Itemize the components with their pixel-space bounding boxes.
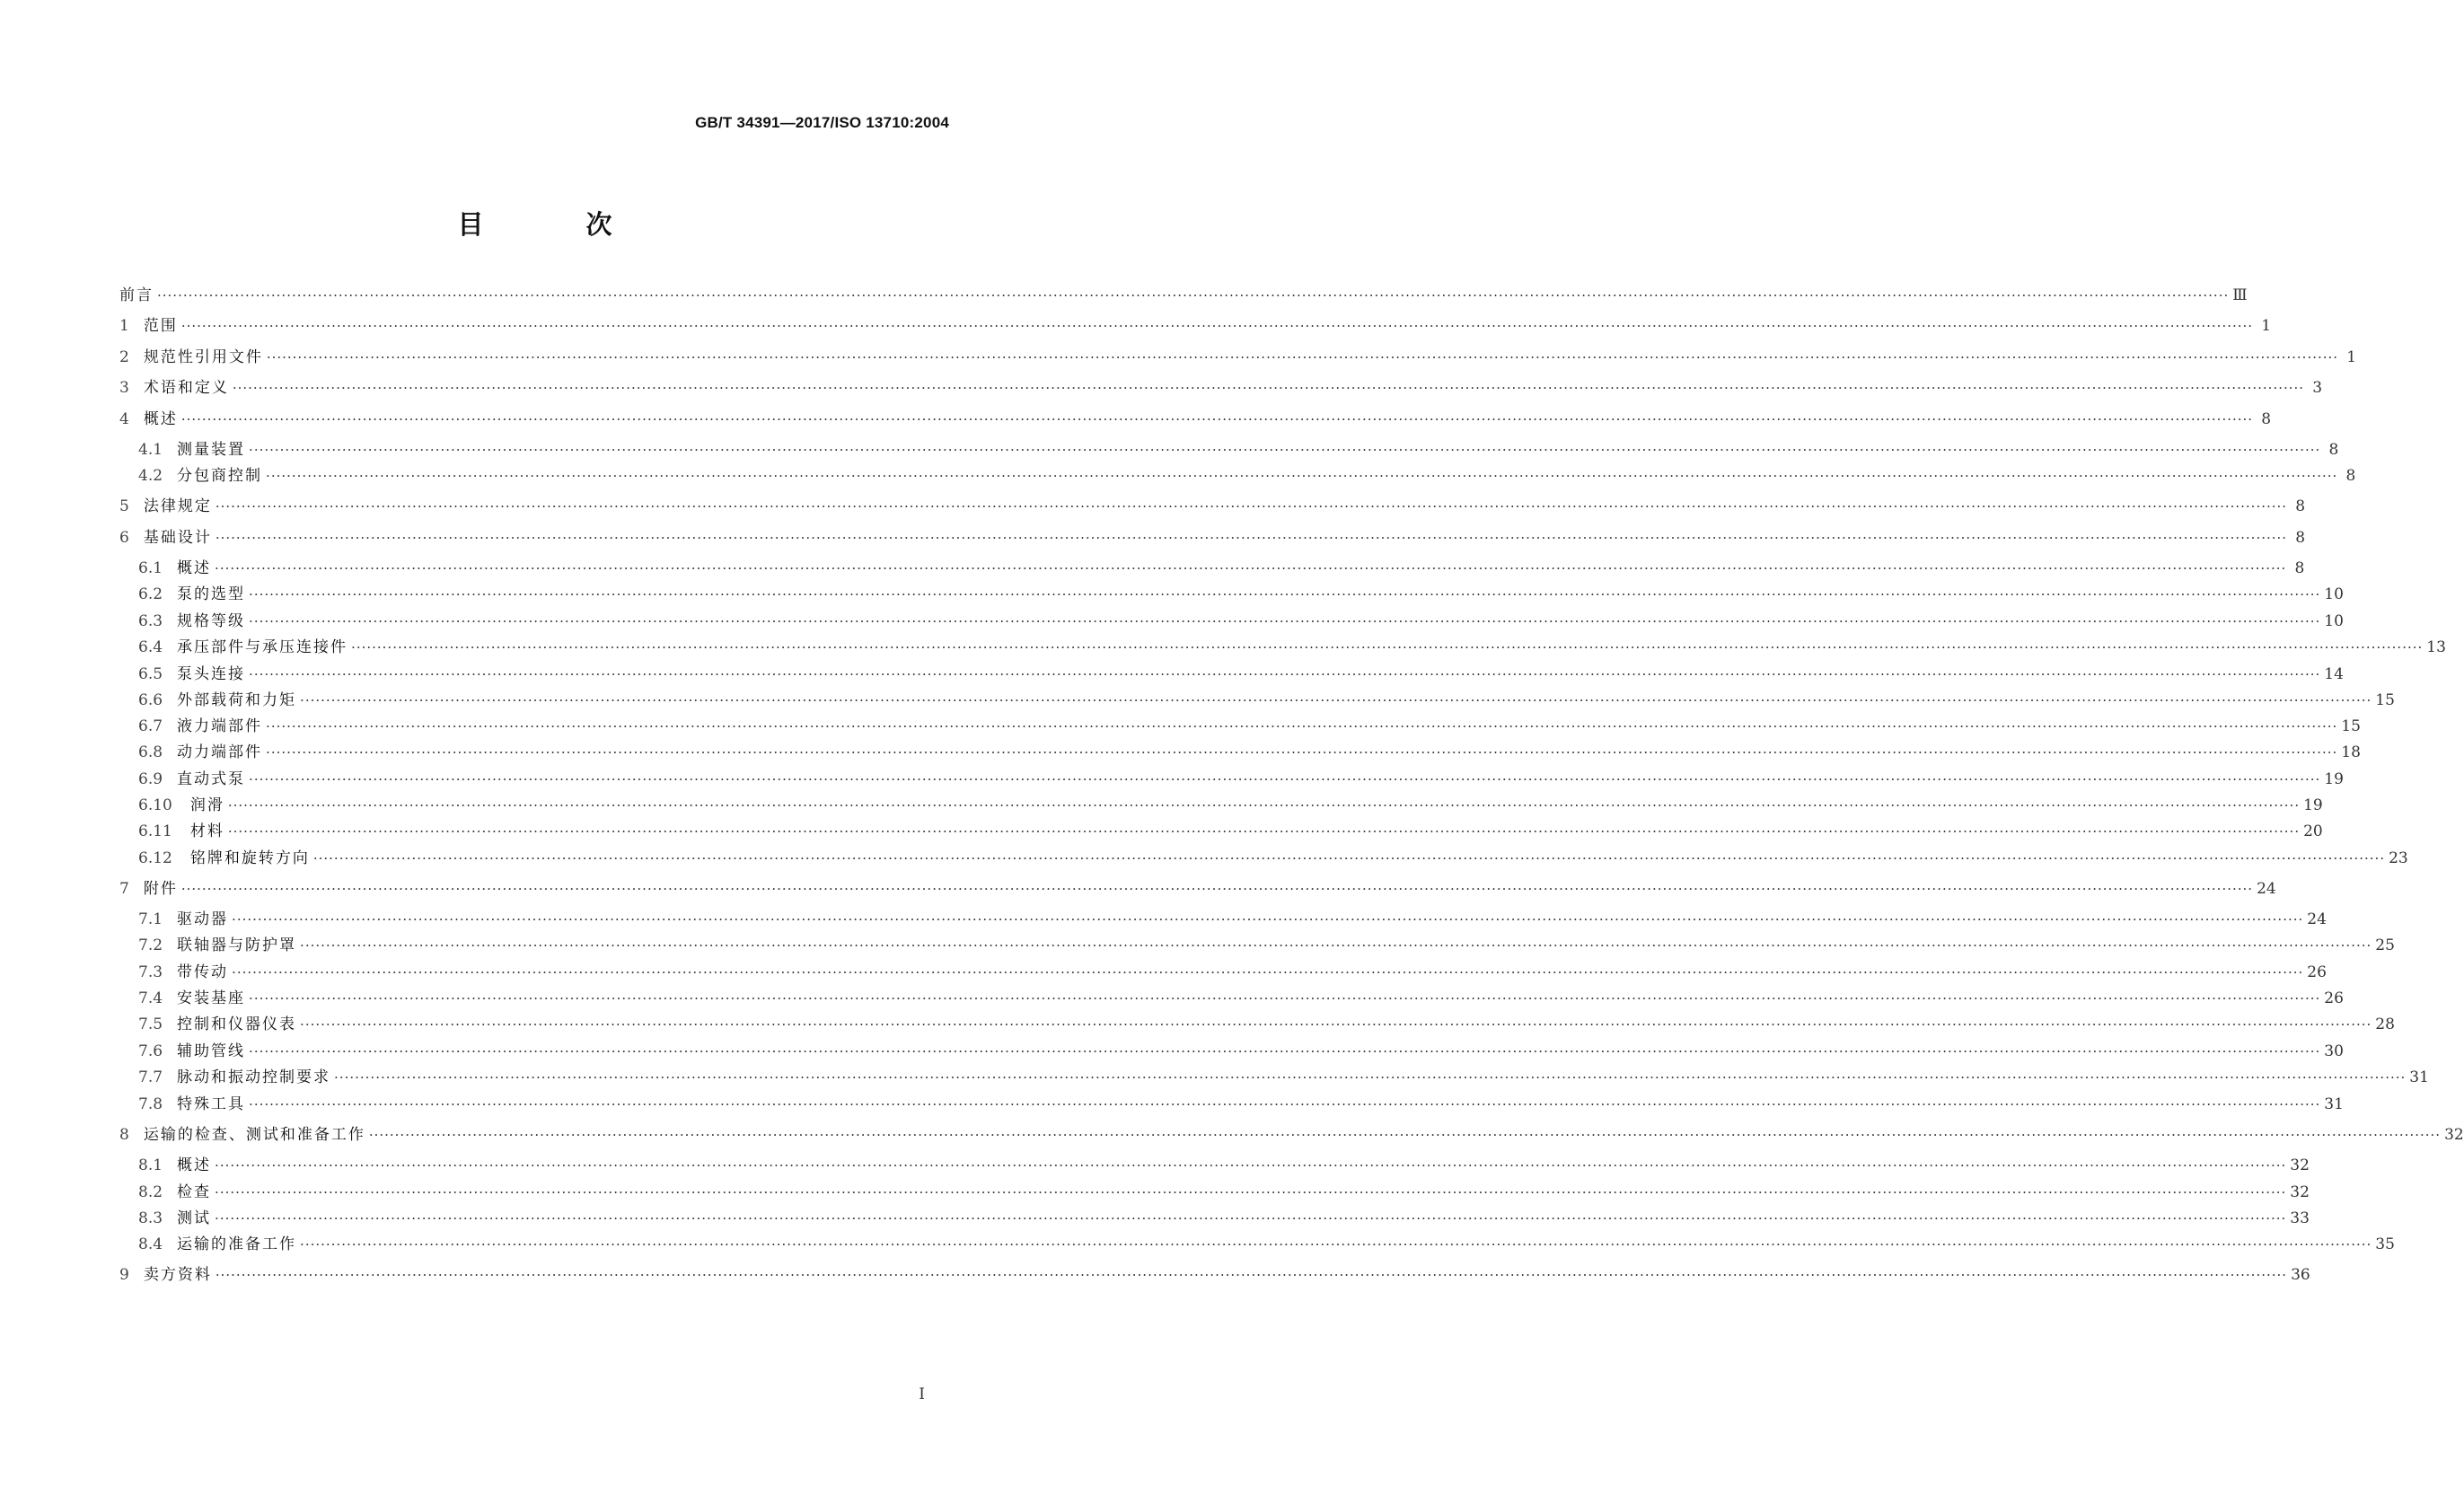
dot-leader: ················································································································································································································································································································································································································	[249, 771, 2321, 787]
toc-entry-page: 8	[2295, 497, 2306, 515]
toc-entry-label: 规格等级	[177, 612, 246, 630]
toc-entry-label: 规范性引用文件	[143, 348, 263, 366]
toc-entry-page: 30	[2324, 1042, 2344, 1060]
toc-entry	[138, 742, 2361, 763]
dot-leader: ················································································································································································································································································································································································································	[215, 1157, 2287, 1174]
dot-leader: ················································································································································································································································································································································································································	[266, 744, 2338, 760]
toc-entry-number: 5	[119, 497, 129, 515]
toc-entry-page: 32	[2290, 1156, 2310, 1174]
toc-entry-page: 19	[2324, 770, 2344, 788]
toc-entry	[119, 527, 2306, 549]
toc-entry	[119, 409, 2272, 430]
standard-code: GB/T 34391—2017/ISO 13710:2004	[695, 114, 949, 131]
toc-entry-label: 泵的选型	[177, 585, 246, 603]
toc-entry	[119, 315, 2272, 337]
toc-entry-page: Ⅲ	[2232, 286, 2248, 304]
toc-entry-number: 8.3	[138, 1209, 163, 1227]
toc-entry-label: 承压部件与承压连接件	[177, 638, 348, 656]
dot-leader: ················································································································································································································································································································································································································	[266, 468, 2338, 484]
toc-entry	[138, 848, 2408, 869]
toc-entry	[119, 1264, 2310, 1286]
toc-entry-label: 基础设计	[143, 529, 212, 547]
dot-leader: ················································································································································································································································································································································································································	[334, 1069, 2407, 1086]
dot-leader: ················································································································································································································································································································································································································	[300, 1236, 2372, 1253]
toc-entry-number: 7.3	[138, 963, 163, 981]
toc-entry	[138, 584, 2344, 605]
toc-entry-page: 25	[2375, 936, 2395, 954]
toc-entry-label: 外部载荷和力矩	[177, 691, 297, 709]
toc-entry-label: 前言	[119, 286, 154, 304]
toc-entry-number: 7.6	[138, 1042, 163, 1060]
dot-leader: ················································································································································································································································································································································································································	[249, 666, 2321, 682]
toc-entry-page: 19	[2303, 796, 2323, 814]
toc-entry-label: 术语和定义	[143, 379, 229, 397]
toc-entry	[138, 611, 2344, 632]
dot-leader: ················································································································································································································································································································································································································	[300, 1016, 2372, 1033]
toc-entry-label: 驱动器	[177, 910, 229, 928]
dot-leader: ················································································································································································································································································································································································································	[249, 1096, 2321, 1112]
toc-entry-label: 概述	[177, 1156, 212, 1174]
toc-entry-page: 31	[2324, 1095, 2344, 1113]
toc-entry-label: 概述	[177, 559, 212, 577]
dot-leader: ················································································································································································································································································································································································································	[215, 560, 2287, 576]
dot-leader: ················································································································································································································································································································································································································	[227, 823, 2301, 840]
dot-leader: ················································································································································································································································································································································································································	[215, 498, 2288, 514]
dot-leader: ················································································································································································································································································································································································································	[232, 911, 2304, 927]
dot-leader: ················································································································································································································································································································································································································	[300, 937, 2372, 954]
toc-entry	[138, 795, 2323, 816]
toc-entry	[119, 496, 2306, 517]
toc-entry-number: 6.2	[138, 585, 163, 603]
toc-entry	[138, 988, 2344, 1009]
toc-entry-page: 24	[2257, 880, 2276, 898]
toc-entry-number: 6.10	[138, 796, 172, 814]
toc-entry-number: 7.5	[138, 1015, 163, 1033]
toc-entry-label: 运输的准备工作	[177, 1235, 297, 1253]
toc-entry	[119, 347, 2357, 368]
toc-entry-label: 控制和仪器仪表	[177, 1015, 297, 1033]
toc-entry-number: 6.3	[138, 612, 163, 630]
toc-entry	[138, 1014, 2395, 1035]
toc-entry-label: 带传动	[177, 963, 229, 981]
toc-entry-page: 13	[2426, 638, 2446, 656]
toc-entry-number: 6.1	[138, 559, 163, 577]
dot-leader: ················································································································································································································································································································································································································	[215, 1210, 2287, 1226]
toc-entry	[119, 1124, 2464, 1146]
toc-entry-page: 33	[2290, 1209, 2310, 1227]
toc-entry-label: 卖方资料	[143, 1266, 212, 1284]
dot-leader: ················································································································································································································································································································································································································	[300, 692, 2372, 708]
toc-entry-label: 脉动和振动控制要求	[177, 1068, 331, 1086]
toc-entry	[138, 716, 2361, 737]
toc-entry-page: 3	[2312, 379, 2323, 397]
toc-entry-number: 7.7	[138, 1068, 163, 1086]
toc-entry-number: 6.9	[138, 770, 163, 788]
toc-entry-number: 6.6	[138, 691, 163, 709]
toc-entry-label: 运输的检查、测试和准备工作	[143, 1126, 365, 1144]
toc-entry-number: 4	[119, 410, 129, 428]
toc-entry-number: 7.1	[138, 910, 163, 928]
toc-entry-label: 范围	[143, 317, 178, 335]
toc-entry-number: 8.4	[138, 1235, 163, 1253]
page-number: I	[919, 1385, 925, 1403]
toc-entry-page: 32	[2290, 1183, 2310, 1201]
toc-entry-page: 15	[2341, 717, 2361, 735]
dot-leader: ················································································································································································································································································································································································································	[215, 1184, 2287, 1200]
dot-leader: ················································································································································································································································································································································································································	[249, 990, 2321, 1007]
toc-entry	[138, 909, 2327, 930]
toc-entry	[138, 1067, 2429, 1088]
toc-entry-page: 36	[2291, 1266, 2310, 1284]
toc-entry	[138, 637, 2446, 658]
toc-entry-page: 1	[2261, 317, 2272, 335]
dot-leader: ················································································································································································································································································································································································································	[249, 586, 2321, 602]
dot-leader: ················································································································································································································································································································································································································	[180, 881, 2254, 897]
toc-entry-label: 测试	[177, 1209, 212, 1227]
toc-entry-number: 7.8	[138, 1095, 163, 1113]
toc-entry-label: 泵头连接	[177, 665, 246, 683]
toc-entry-label: 辅助管线	[177, 1042, 246, 1060]
toc-entry-label: 直动式泵	[177, 770, 246, 788]
toc-entry-page: 28	[2375, 1015, 2395, 1033]
toc-entry	[138, 769, 2344, 790]
toc-entry-number: 6.4	[138, 638, 163, 656]
toc-entry-number: 8	[119, 1126, 129, 1144]
toc-entry-label: 安装基座	[177, 989, 246, 1007]
toc-entry-page: 26	[2307, 963, 2327, 981]
dot-leader: ················································································································································································································································································································································································································	[180, 318, 2254, 334]
toc-entry	[138, 1208, 2310, 1229]
toc-entry-page: 18	[2341, 743, 2361, 761]
toc-entry-page: 8	[2328, 441, 2339, 459]
toc-entry-label: 测量装置	[177, 441, 246, 459]
toc-entry-number: 9	[119, 1266, 129, 1284]
toc-entry-number: 1	[119, 317, 129, 335]
toc-entry	[138, 1155, 2310, 1176]
toc-entry-number: 4.1	[138, 441, 163, 459]
toc-entry-label: 特殊工具	[177, 1095, 246, 1113]
toc-entry-number: 6.12	[138, 849, 172, 867]
toc-entry-number: 6.11	[138, 822, 172, 840]
toc-entry-page: 10	[2324, 585, 2344, 603]
toc-entry-number: 7.4	[138, 989, 163, 1007]
toc-entry-page: 15	[2375, 691, 2395, 709]
dot-leader: ················································································································································································································································································································································································································	[232, 380, 2305, 396]
toc-entry-label: 概述	[143, 410, 178, 428]
toc-entry-page: 32	[2444, 1126, 2464, 1144]
toc-entry-number: 6.5	[138, 665, 163, 683]
toc-entry-number: 7	[119, 880, 129, 898]
toc-entry-number: 2	[119, 348, 129, 366]
toc-entry-label: 分包商控制	[177, 467, 263, 485]
toc-entry-label: 材料	[189, 822, 224, 840]
toc-entry-page: 8	[2294, 559, 2305, 577]
toc-entry-page: 26	[2324, 989, 2344, 1007]
toc-entry-page: 14	[2324, 665, 2344, 683]
dot-leader: ················································································································································································································································································································································································································	[215, 1267, 2288, 1283]
toc-entry-number: 6	[119, 529, 129, 547]
toc-entry-label: 铭牌和旋转方向	[189, 849, 310, 867]
toc-entry-label: 法律规定	[143, 497, 212, 515]
toc-entry-page: 20	[2303, 822, 2323, 840]
toc-entry-label: 润滑	[189, 796, 224, 814]
toc-entry-label: 联轴器与防护罩	[177, 936, 297, 954]
toc-entry-number: 4.2	[138, 467, 163, 485]
dot-leader: ················································································································································································································································································································································································································	[266, 718, 2338, 734]
toc-entry-number: 6.7	[138, 717, 163, 735]
dot-leader: ················································································································································································································································································································································································································	[232, 964, 2304, 980]
toc-entry-label: 动力端部件	[177, 743, 263, 761]
toc-entry	[138, 558, 2305, 579]
dot-leader: ················································································································································································································································································································································································································	[351, 639, 2424, 655]
toc-entry	[119, 878, 2276, 900]
dot-leader: ················································································································································································································································································································································································································	[312, 850, 2386, 866]
dot-leader: ················································································································································································································································································································································································································	[180, 411, 2254, 427]
toc-entry-number: 7.2	[138, 936, 163, 954]
toc-entry-number: 6.8	[138, 743, 163, 761]
dot-leader: ················································································································································································································································································································································································································	[157, 287, 2230, 303]
toc-entry-page: 31	[2409, 1068, 2429, 1086]
dot-leader: ················································································································································································································································································································································································································	[368, 1127, 2442, 1143]
dot-leader: ················································································································································································································································································································································································································	[266, 349, 2339, 365]
toc-entry-page: 24	[2307, 910, 2327, 928]
toc-entry-page: 8	[2261, 410, 2272, 428]
toc-entry-page: 10	[2324, 612, 2344, 630]
toc-entry	[138, 1041, 2344, 1062]
toc-entry-page: 1	[2346, 348, 2357, 366]
toc-entry	[138, 1182, 2310, 1203]
toc-entry	[119, 377, 2323, 399]
toc-entry	[119, 285, 2248, 306]
dot-leader: ················································································································································································································································································································································································································	[249, 442, 2321, 458]
toc-entry	[138, 465, 2356, 487]
dot-leader: ················································································································································································································································································································································································································	[249, 613, 2321, 629]
dot-leader: ················································································································································································································································································································································································································	[215, 530, 2288, 546]
toc-entry	[138, 935, 2395, 956]
toc-entry-label: 液力端部件	[177, 717, 263, 735]
toc-entry-page: 23	[2389, 849, 2408, 867]
toc-entry	[138, 690, 2395, 711]
toc-entry-label: 附件	[143, 880, 178, 898]
toc-entry-page: 8	[2295, 529, 2306, 547]
toc-entry-number: 3	[119, 379, 129, 397]
toc-entry	[138, 1234, 2395, 1255]
toc-entry-number: 8.1	[138, 1156, 163, 1174]
toc-entry	[138, 664, 2344, 685]
toc-entry	[138, 821, 2323, 842]
dot-leader: ················································································································································································································································································································································································································	[227, 797, 2301, 813]
toc-entry-number: 8.2	[138, 1183, 163, 1201]
page-title: 目 次	[457, 209, 659, 240]
toc-entry	[138, 962, 2327, 983]
toc-entry-page: 35	[2375, 1235, 2395, 1253]
toc-entry-label: 检查	[177, 1183, 212, 1201]
toc-entry-page: 8	[2345, 467, 2356, 485]
dot-leader: ················································································································································································································································································································································································································	[249, 1043, 2321, 1059]
toc-entry	[138, 1094, 2344, 1115]
toc-entry	[138, 439, 2339, 461]
